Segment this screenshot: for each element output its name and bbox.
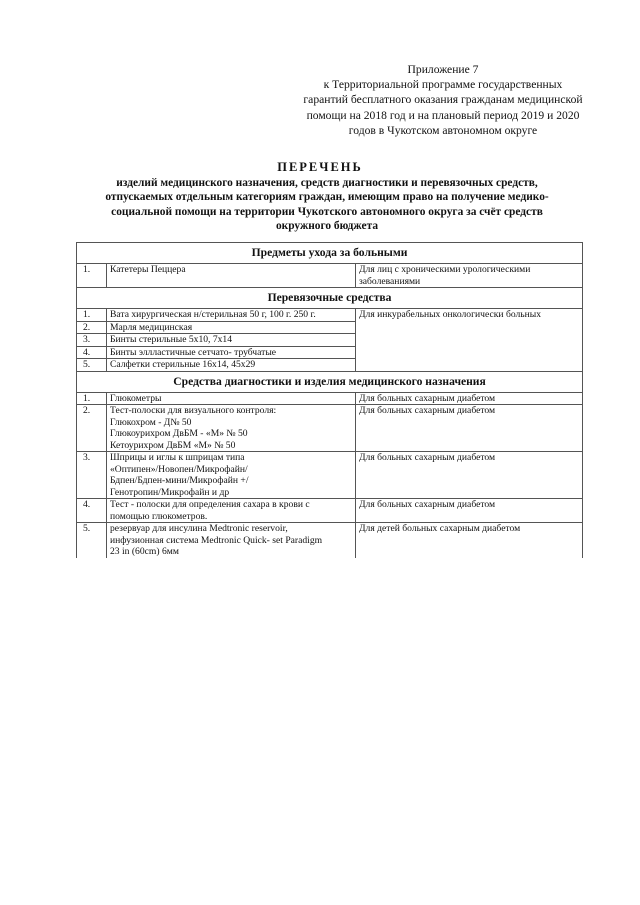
item-cell xyxy=(107,405,356,452)
row-number: 3. xyxy=(77,334,107,347)
item-text: Марля медицинская xyxy=(110,321,193,333)
condition-text: Для больных сахарным диабетом xyxy=(359,452,496,463)
item-cell xyxy=(107,309,356,322)
condition-cell xyxy=(356,392,583,405)
subtitle-line: изделий медицинского назначения, средств диагностики и перевязочных средств, xyxy=(116,177,538,189)
row-number: 1. xyxy=(77,392,107,405)
section-heading: Перевязочные средства xyxy=(77,288,583,309)
condition-text: Для лиц с хроническими урологическими xyxy=(359,264,531,275)
subtitle-line: окружного бюджета xyxy=(275,220,379,233)
condition-text: заболеваниями xyxy=(359,275,421,287)
item-text: Бдпен/Бдпен-мини/Микрофайн +/ xyxy=(110,475,249,486)
condition-cell xyxy=(356,264,583,288)
item-text: Вата хирургическая н/стерильная 50 г, 100 г. 250 г. xyxy=(110,309,316,320)
condition-cell xyxy=(356,452,583,499)
item-cell xyxy=(107,334,356,347)
item-text: Тест - полоски для определения сахара в крови с xyxy=(110,499,310,510)
item-text: Бинты стерильные 5х10, 7х14 xyxy=(110,334,233,345)
condition-cell xyxy=(356,499,583,523)
condition-text: Для больных сахарным диабетом xyxy=(359,392,496,404)
section-header-row xyxy=(77,371,583,392)
item-cell xyxy=(107,392,356,405)
item-text: Глюкохром - Д№ 50 xyxy=(110,416,192,428)
condition-text: Для больных сахарным диабетом xyxy=(359,499,496,510)
condition-cell xyxy=(356,405,583,452)
item-text: Катетеры Пеццера xyxy=(110,264,186,275)
row-number: 2. xyxy=(77,405,107,452)
item-cell xyxy=(107,452,356,499)
condition-text: Для детей больных сахарным диабетом xyxy=(359,523,521,534)
item-text: Тест-полоски для визуального контроля: xyxy=(110,405,277,416)
table-row xyxy=(77,405,583,452)
row-number: 3. xyxy=(77,452,107,499)
item-text: Глюкометры xyxy=(110,392,162,404)
row-number: 2. xyxy=(77,321,107,334)
item-text: резервуар для инсулина Medtronic reservoir, xyxy=(110,523,288,534)
condition-text: Для больных сахарным диабетом xyxy=(359,405,496,416)
row-number: 5. xyxy=(77,523,107,558)
table-row xyxy=(77,523,583,558)
row-number: 5. xyxy=(77,359,107,372)
item-text: Глюкоурихром ДвБМ - «М» № 50 xyxy=(110,428,248,439)
item-text: помощью глюкометров. xyxy=(110,510,208,522)
row-number: 1. xyxy=(77,264,107,288)
section-header-row xyxy=(77,243,583,264)
item-text: 23 in (60cm) 6мм xyxy=(110,546,179,557)
condition-text: Для инкурабельных онкологически больных xyxy=(359,309,542,320)
section-heading: Средства диагностики и изделия медицинского назначения xyxy=(77,371,583,392)
table-row xyxy=(77,264,583,288)
annex-line: к Территориальной программе государственных xyxy=(323,78,563,92)
item-cell xyxy=(107,359,356,372)
section-heading: Предметы ухода за больными xyxy=(77,243,583,264)
annex-line: годов в Чукотском автономном округе xyxy=(348,123,538,137)
item-cell xyxy=(107,499,356,523)
condition-cell xyxy=(356,523,583,558)
subtitle-line: социальной помощи на территории Чукотского автономного округа за счёт средств xyxy=(111,205,543,218)
item-cell xyxy=(107,523,356,558)
annex-line: Приложение 7 xyxy=(407,63,479,76)
annex-line: помощи на 2018 год и на плановый период 2019 и 2020 xyxy=(306,108,580,122)
item-text: Салфетки стерильные 16х14, 45х29 xyxy=(110,359,256,370)
document-title: ПЕРЕЧЕНЬ xyxy=(277,160,363,174)
table-row xyxy=(77,392,583,405)
annex-line: гарантий бесплатного оказания гражданам медицинской xyxy=(303,93,583,107)
item-text: Шприцы и иглы к шприцам типа xyxy=(110,452,245,463)
item-text: Генотропин/Микрофайн и др xyxy=(110,486,230,498)
item-cell xyxy=(107,321,356,334)
item-cell xyxy=(107,264,356,288)
row-number: 4. xyxy=(77,346,107,359)
subtitle-line: отпускаемых отдельным категориям граждан, имеющим право на получение медико- xyxy=(105,191,549,204)
annex-header xyxy=(283,62,603,138)
table-row xyxy=(77,309,583,322)
condition-cell xyxy=(356,309,583,372)
item-text: «Оптипен»/Новопен/Микрофайн/ xyxy=(110,463,248,475)
row-number: 4. xyxy=(77,499,107,523)
items-table xyxy=(76,242,583,558)
row-number: 1. xyxy=(77,309,107,322)
table-row xyxy=(77,452,583,499)
section-header-row xyxy=(77,288,583,309)
item-cell xyxy=(107,346,356,359)
document-subtitle xyxy=(88,176,566,234)
table-row xyxy=(77,499,583,523)
item-text: инфузионная система Medtronic Quick- set Paradigm xyxy=(110,534,323,546)
item-text: Кетоурихром ДвБМ «М» № 50 xyxy=(110,439,236,451)
item-text: Бинты эллластичные сетчато- трубчатые xyxy=(110,346,277,358)
